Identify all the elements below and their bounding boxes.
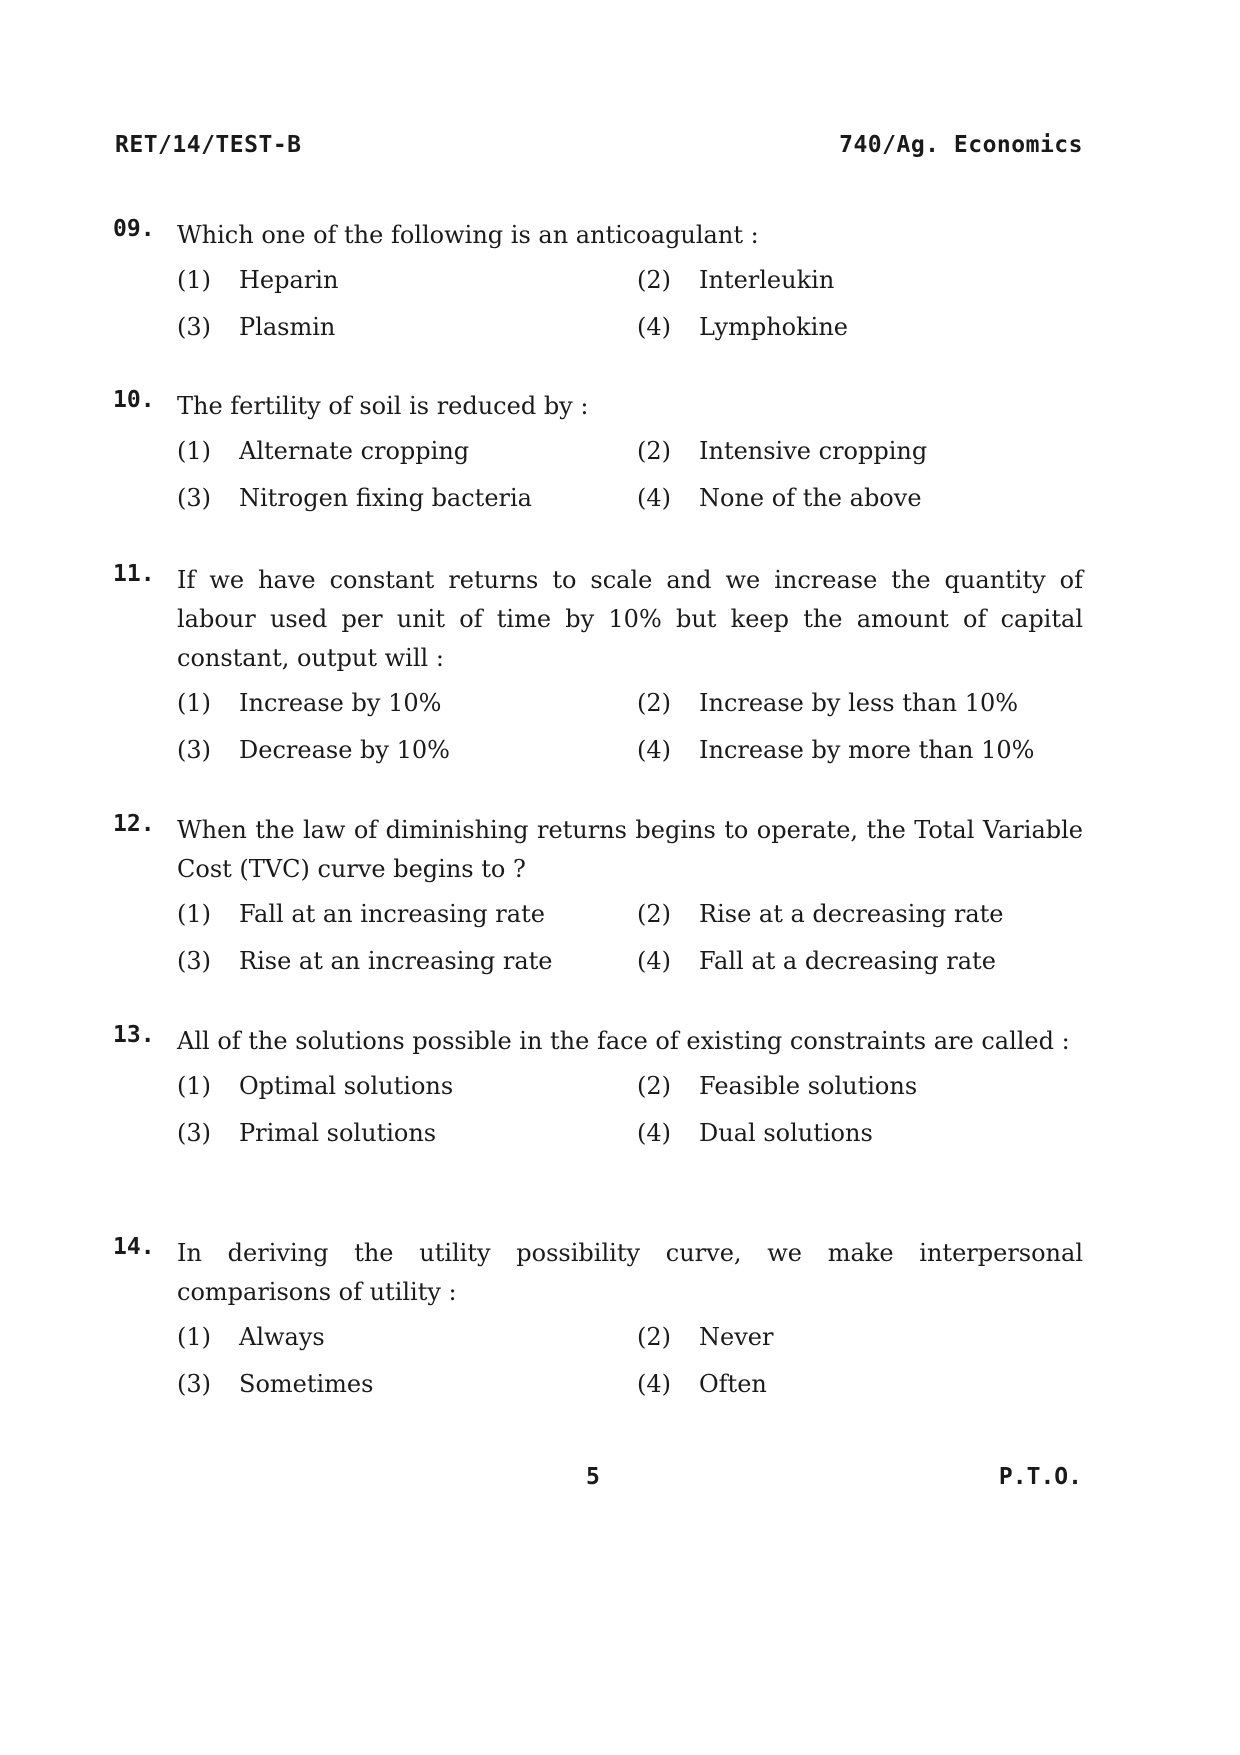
option-text: Optimal solutions bbox=[239, 1072, 454, 1100]
question-text: All of the solutions possible in the face of existing constraints are called : bbox=[177, 1027, 1070, 1055]
option-number: (4) bbox=[637, 1119, 671, 1147]
question-12 bbox=[113, 811, 1083, 981]
option-text: Always bbox=[239, 1323, 325, 1351]
option-3 bbox=[177, 1365, 637, 1404]
option-number: (1) bbox=[177, 1323, 211, 1351]
question-number: 12. bbox=[113, 811, 155, 837]
option-2 bbox=[637, 432, 1083, 471]
option-number: (3) bbox=[177, 947, 211, 975]
option-text: Rise at an increasing rate bbox=[239, 947, 553, 975]
question-number: 11. bbox=[113, 561, 155, 587]
question-text: The fertility of soil is reduced by : bbox=[177, 392, 589, 420]
page-number: 5 bbox=[586, 1464, 600, 1490]
option-text: Sometimes bbox=[239, 1370, 374, 1398]
option-text: Never bbox=[699, 1323, 774, 1351]
question-09 bbox=[113, 216, 1083, 347]
option-number: (1) bbox=[177, 266, 211, 294]
option-number: (4) bbox=[637, 484, 671, 512]
question-10 bbox=[113, 387, 1083, 518]
option-text: Alternate cropping bbox=[239, 437, 470, 465]
header-test-code: RET/14/TEST-B bbox=[115, 132, 302, 158]
option-number: (1) bbox=[177, 437, 211, 465]
option-text: Primal solutions bbox=[239, 1119, 437, 1147]
option-number: (2) bbox=[637, 437, 671, 465]
option-number: (1) bbox=[177, 1072, 211, 1100]
options-grid bbox=[177, 1318, 1083, 1404]
option-4 bbox=[637, 308, 1083, 347]
question-text: When the law of diminishing returns begins to operate, the Total Variable Cost (TVC) curve begins to ? bbox=[177, 816, 1083, 883]
option-2 bbox=[637, 684, 1083, 723]
options-grid bbox=[177, 684, 1083, 770]
header-subject: 740/Ag. Economics bbox=[839, 132, 1083, 158]
option-text: Dual solutions bbox=[699, 1119, 873, 1147]
option-number: (3) bbox=[177, 484, 211, 512]
option-3 bbox=[177, 942, 637, 981]
options-grid bbox=[177, 432, 1083, 518]
option-number: (4) bbox=[637, 736, 671, 764]
option-text: Intensive cropping bbox=[699, 437, 928, 465]
option-number: (1) bbox=[177, 900, 211, 928]
option-number: (4) bbox=[637, 1370, 671, 1398]
option-number: (2) bbox=[637, 1323, 671, 1351]
option-3 bbox=[177, 731, 637, 770]
option-text: Increase by more than 10% bbox=[699, 736, 1035, 764]
question-13 bbox=[113, 1022, 1083, 1153]
option-2 bbox=[637, 261, 1083, 300]
option-text: Increase by less than 10% bbox=[699, 689, 1019, 717]
option-text: None of the above bbox=[699, 484, 922, 512]
option-3 bbox=[177, 1114, 637, 1153]
option-number: (2) bbox=[637, 689, 671, 717]
option-text: Rise at a decreasing rate bbox=[699, 900, 1004, 928]
option-2 bbox=[637, 895, 1083, 934]
option-number: (2) bbox=[637, 1072, 671, 1100]
options-grid bbox=[177, 895, 1083, 981]
option-number: (2) bbox=[637, 266, 671, 294]
option-number: (4) bbox=[637, 947, 671, 975]
option-number: (3) bbox=[177, 736, 211, 764]
option-4 bbox=[637, 942, 1083, 981]
option-text: Interleukin bbox=[699, 266, 835, 294]
option-number: (2) bbox=[637, 900, 671, 928]
option-text: Decrease by 10% bbox=[239, 736, 450, 764]
option-1 bbox=[177, 1067, 637, 1106]
option-text: Heparin bbox=[239, 266, 339, 294]
option-text: Fall at a decreasing rate bbox=[699, 947, 996, 975]
option-1 bbox=[177, 684, 637, 723]
option-text: Nitrogen fixing bacteria bbox=[239, 484, 532, 512]
option-1 bbox=[177, 895, 637, 934]
option-text: Increase by 10% bbox=[239, 689, 442, 717]
option-text: Lymphokine bbox=[699, 313, 848, 341]
option-3 bbox=[177, 479, 637, 518]
option-number: (3) bbox=[177, 313, 211, 341]
question-number: 13. bbox=[113, 1022, 155, 1048]
option-text: Plasmin bbox=[239, 313, 336, 341]
option-1 bbox=[177, 261, 637, 300]
question-text: If we have constant returns to scale and we increase the quantity of labour used per unit of time by 10% but keep the amount of capital constant, output will : bbox=[177, 566, 1083, 672]
option-4 bbox=[637, 1114, 1083, 1153]
question-number: 14. bbox=[113, 1234, 155, 1260]
option-2 bbox=[637, 1067, 1083, 1106]
options-grid bbox=[177, 1067, 1083, 1153]
option-number: (3) bbox=[177, 1119, 211, 1147]
option-4 bbox=[637, 731, 1083, 770]
option-1 bbox=[177, 432, 637, 471]
option-1 bbox=[177, 1318, 637, 1357]
option-4 bbox=[637, 479, 1083, 518]
question-number: 09. bbox=[113, 216, 155, 242]
question-text: In deriving the utility possibility curve, we make interpersonal comparisons of utility : bbox=[177, 1239, 1083, 1306]
option-number: (1) bbox=[177, 689, 211, 717]
option-text: Often bbox=[699, 1370, 767, 1398]
question-14 bbox=[113, 1234, 1083, 1404]
option-number: (4) bbox=[637, 313, 671, 341]
question-text: Which one of the following is an anticoagulant : bbox=[177, 221, 759, 249]
option-2 bbox=[637, 1318, 1083, 1357]
option-text: Feasible solutions bbox=[699, 1072, 918, 1100]
option-number: (3) bbox=[177, 1370, 211, 1398]
option-3 bbox=[177, 308, 637, 347]
pto-label: P.T.O. bbox=[998, 1464, 1082, 1490]
option-4 bbox=[637, 1365, 1083, 1404]
option-text: Fall at an increasing rate bbox=[239, 900, 545, 928]
options-grid bbox=[177, 261, 1083, 347]
question-11 bbox=[113, 561, 1083, 770]
question-number: 10. bbox=[113, 387, 155, 413]
